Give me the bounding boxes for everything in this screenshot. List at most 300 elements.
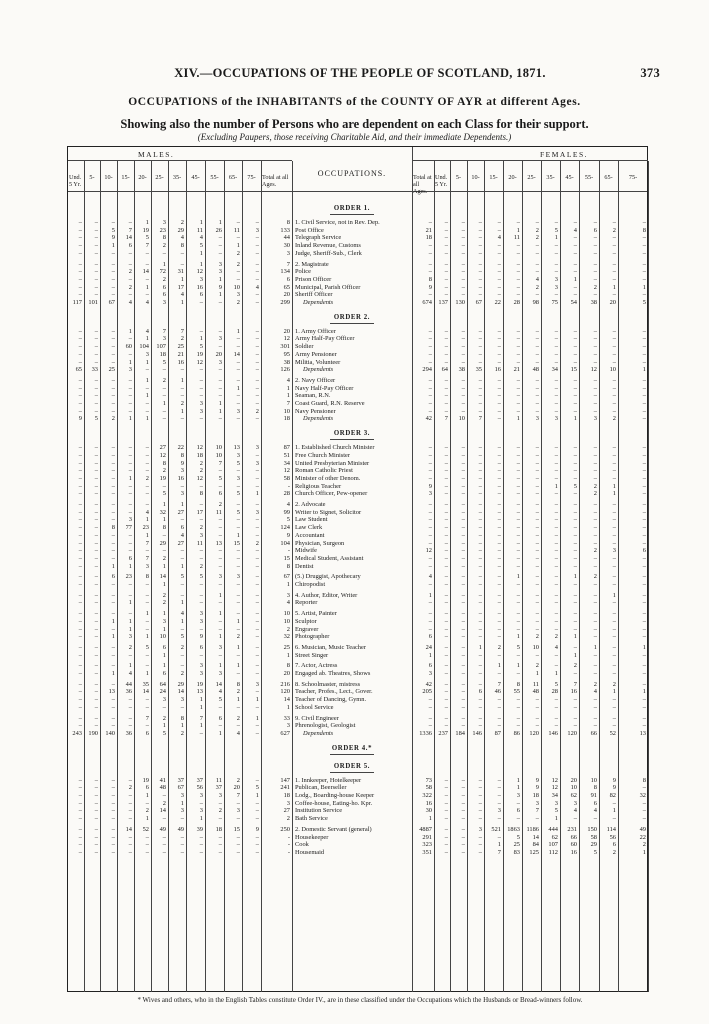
female-cell: – xyxy=(573,376,577,384)
male-cell: – xyxy=(236,547,240,555)
female-cell: – xyxy=(554,407,558,415)
male-cell: – xyxy=(236,275,240,283)
female-cell: – xyxy=(573,722,577,730)
female-cell: – xyxy=(642,815,646,823)
female-cell: – xyxy=(497,444,501,452)
female-cell: – xyxy=(516,474,520,482)
table-row xyxy=(68,815,647,823)
male-cell: – xyxy=(162,366,166,374)
female-cell: – xyxy=(642,539,646,547)
male-cell: 2 xyxy=(111,415,115,423)
male-cell: – xyxy=(128,482,132,490)
male-cell: 9 xyxy=(111,234,115,242)
female-cell: – xyxy=(444,407,448,415)
female-cell: 9 xyxy=(612,776,616,784)
table-row xyxy=(68,366,647,374)
male-cell: 3 xyxy=(180,792,184,799)
male-cell: 1 xyxy=(145,335,149,343)
female-cell: – xyxy=(428,714,432,722)
male-cell: – xyxy=(218,722,222,730)
male-cell: 29 xyxy=(177,680,184,688)
male-cell: – xyxy=(218,482,222,490)
male-cell: – xyxy=(111,848,115,856)
female-cell: – xyxy=(535,350,539,358)
male-cell: – xyxy=(128,291,132,299)
male-cell: – xyxy=(111,275,115,283)
male-cell: – xyxy=(94,714,98,722)
table-row xyxy=(68,415,647,423)
male-cell: 51 xyxy=(283,451,290,459)
female-cell: – xyxy=(642,562,646,570)
female-cell: 1 xyxy=(554,482,558,490)
female-cell: – xyxy=(573,610,577,618)
female-cell: – xyxy=(573,392,577,400)
male-cell: – xyxy=(255,415,259,423)
female-cell: – xyxy=(497,501,501,508)
male-cell: 8 xyxy=(180,451,184,459)
male-cell: – xyxy=(255,799,259,807)
male-cell: 64 xyxy=(159,680,166,688)
male-cell: – xyxy=(128,841,132,849)
female-cell: – xyxy=(444,260,448,268)
male-cell: – xyxy=(199,729,203,737)
male-cell: – xyxy=(111,714,115,722)
female-cell: – xyxy=(593,531,597,539)
female-cell: – xyxy=(478,226,482,234)
female-cell: – xyxy=(461,547,465,555)
male-cell: – xyxy=(236,562,240,570)
male-cell: 28 xyxy=(283,490,290,498)
female-cell: 5 xyxy=(593,848,597,856)
male-cell: – xyxy=(94,633,98,641)
female-cell: 1 xyxy=(554,234,558,242)
female-cell: – xyxy=(573,547,577,555)
male-cell: – xyxy=(128,833,132,841)
female-cell: – xyxy=(516,581,520,588)
male-cell: – xyxy=(111,268,115,276)
female-cell: – xyxy=(573,670,577,677)
male-cell: – xyxy=(236,625,240,633)
female-cell: 125 xyxy=(529,848,539,856)
female-cell: 7 xyxy=(444,415,448,423)
female-cell: – xyxy=(444,291,448,299)
male-cell: 4 xyxy=(286,599,290,607)
female-cell: 5 xyxy=(642,299,646,306)
female-cell: – xyxy=(444,670,448,677)
male-cell: 9 xyxy=(180,459,184,467)
female-cell: – xyxy=(461,242,465,250)
female-cell: – xyxy=(612,696,616,704)
female-cell: – xyxy=(444,508,448,516)
female-cell: 1 xyxy=(497,662,501,670)
female-cell: – xyxy=(642,275,646,283)
male-cell: 7 xyxy=(145,539,149,547)
female-cell: – xyxy=(573,490,577,498)
occupation-label: Cook xyxy=(295,841,309,849)
male-cell: 10 xyxy=(215,451,222,459)
male-cell: – xyxy=(78,400,82,407)
female-cell: – xyxy=(478,459,482,467)
table-row xyxy=(68,563,647,571)
male-cell: – xyxy=(218,841,222,849)
female-cell: – xyxy=(535,501,539,508)
male-cell: – xyxy=(199,833,203,841)
female-cell: 444 xyxy=(548,825,558,833)
female-cell: 7 xyxy=(535,807,539,815)
female-cell: – xyxy=(428,358,432,366)
female-cell: – xyxy=(535,459,539,467)
male-values xyxy=(68,704,292,712)
female-cell: – xyxy=(535,335,539,343)
male-cell: 8 xyxy=(180,242,184,250)
female-cell: – xyxy=(478,776,482,784)
male-cell: 1 xyxy=(145,610,149,618)
female-cell: – xyxy=(593,696,597,704)
female-cell: – xyxy=(554,651,558,659)
female-cell: 2 xyxy=(535,226,539,234)
occupation-label: Law Student xyxy=(295,516,328,524)
female-cell: – xyxy=(478,662,482,670)
male-cell: – xyxy=(111,799,115,807)
female-cell: – xyxy=(478,680,482,688)
occupation-label: Militia, Volunteer xyxy=(295,358,341,366)
occupation-label: Dependents xyxy=(303,729,334,737)
female-cell: – xyxy=(478,376,482,384)
female-cell: – xyxy=(497,776,501,784)
male-cell: – xyxy=(255,547,259,555)
male-cell: 13 xyxy=(215,539,222,547)
female-cell: 1 xyxy=(428,815,432,823)
female-cell: – xyxy=(461,407,465,415)
male-cell: 6 xyxy=(111,573,115,581)
occupation-label: Police xyxy=(295,268,311,276)
female-cell: – xyxy=(478,539,482,547)
male-cell: 3 xyxy=(162,299,166,306)
female-cell: – xyxy=(428,350,432,358)
male-cell: – xyxy=(218,625,222,633)
male-cell: – xyxy=(145,841,149,849)
male-cell: – xyxy=(255,625,259,633)
occupation-label: Seaman, R.N. xyxy=(295,392,331,400)
male-cell: 3 xyxy=(128,633,132,641)
male-cell: 1 xyxy=(218,291,222,299)
female-cell: 16 xyxy=(570,848,577,856)
male-cell: – xyxy=(218,242,222,250)
male-cell: 1 xyxy=(199,260,203,268)
female-cell: – xyxy=(612,234,616,242)
female-cell: – xyxy=(573,444,577,452)
female-cell: – xyxy=(642,610,646,618)
occupation-label: Housemaid xyxy=(295,848,325,856)
male-cell: – xyxy=(78,722,82,730)
female-cell: 16 xyxy=(494,366,501,374)
female-cell: 237 xyxy=(438,729,448,737)
male-cell: – xyxy=(255,670,259,677)
female-cell: – xyxy=(573,283,577,291)
male-cell: 6 xyxy=(162,283,166,291)
female-cell: – xyxy=(573,268,577,276)
female-cell: – xyxy=(573,350,577,358)
female-cell: – xyxy=(497,400,501,407)
male-cell: 3 xyxy=(145,350,149,358)
male-cell: – xyxy=(255,643,259,651)
female-cell: 2 xyxy=(593,482,597,490)
male-cell: – xyxy=(255,260,259,268)
female-cell: – xyxy=(444,807,448,815)
female-cell: – xyxy=(444,680,448,688)
female-cell: – xyxy=(593,633,597,641)
female-cell: 87 xyxy=(494,729,501,737)
male-cell: – xyxy=(111,643,115,651)
female-cell: – xyxy=(461,444,465,452)
female-cell: – xyxy=(461,260,465,268)
female-cell: – xyxy=(444,722,448,730)
male-cell: 6 xyxy=(286,275,290,283)
female-cell: – xyxy=(428,260,432,268)
male-cell: 15 xyxy=(283,554,290,562)
male-cell: 6 xyxy=(162,670,166,677)
male-cell: – xyxy=(94,547,98,555)
female-cell: – xyxy=(612,562,616,570)
female-cell: – xyxy=(497,407,501,415)
female-cell: 1 xyxy=(516,226,520,234)
female-cell: – xyxy=(593,554,597,562)
male-cell: 5 xyxy=(236,490,240,498)
female-cell: – xyxy=(593,610,597,618)
male-cell: – xyxy=(111,547,115,555)
female-cell: 2 xyxy=(593,573,597,581)
female-cell: – xyxy=(444,275,448,283)
female-cell: – xyxy=(554,714,558,722)
female-cell: – xyxy=(642,407,646,415)
female-cell: – xyxy=(593,343,597,351)
male-cell: – xyxy=(94,444,98,452)
female-cell: 10 xyxy=(590,776,597,784)
female-cell: 7 xyxy=(478,415,482,423)
male-cell: 5 xyxy=(162,490,166,498)
male-cell: 1 xyxy=(236,384,240,392)
female-cell: – xyxy=(461,591,465,599)
female-cell: – xyxy=(535,625,539,633)
male-cell: – xyxy=(94,219,98,226)
female-cell: 16 xyxy=(425,799,432,807)
male-cell: – xyxy=(145,696,149,704)
male-cell: – xyxy=(199,327,203,335)
male-cell: 6 xyxy=(199,643,203,651)
male-values xyxy=(68,849,292,857)
female-cell: 1 xyxy=(642,283,646,291)
female-cell: 62 xyxy=(570,792,577,799)
occupations-heading: OCCUPATIONS. xyxy=(317,169,387,178)
male-cell: 4 xyxy=(145,299,149,306)
male-cell: – xyxy=(255,703,259,711)
male-cell: – xyxy=(218,467,222,475)
female-cell: – xyxy=(612,581,616,588)
occupation-label: Post Office xyxy=(295,226,324,234)
male-cell: – xyxy=(145,547,149,555)
male-column-header: Und. 5 Yr. xyxy=(69,174,82,188)
female-cell: – xyxy=(516,467,520,475)
female-cell: – xyxy=(612,219,616,226)
occupation-label: Phrenologist, Geologist xyxy=(295,722,356,730)
male-cell: 8 xyxy=(162,459,166,467)
male-cell: 1 xyxy=(145,283,149,291)
male-cell: 3 xyxy=(180,696,184,704)
male-cell: – xyxy=(236,358,240,366)
male-cell: – xyxy=(111,722,115,730)
female-cell: – xyxy=(478,327,482,335)
female-cell: – xyxy=(612,662,616,670)
male-cell: 16 xyxy=(196,283,203,291)
male-cell: 2 xyxy=(180,643,184,651)
male-cell: – xyxy=(218,799,222,807)
female-cell: – xyxy=(461,722,465,730)
female-cell: 351 xyxy=(422,848,432,856)
female-cell: – xyxy=(535,531,539,539)
male-cell: – xyxy=(78,444,82,452)
female-cell: 5 xyxy=(516,643,520,651)
female-cell: – xyxy=(497,591,501,599)
female-cell: – xyxy=(535,573,539,581)
male-cell: – xyxy=(94,825,98,833)
female-cell: 18 xyxy=(425,234,432,242)
female-cell: 56 xyxy=(609,833,616,841)
male-cell: 3 xyxy=(199,407,203,415)
male-cell: – xyxy=(180,249,184,257)
female-cell: – xyxy=(478,703,482,711)
female-cell: 3 xyxy=(428,670,432,677)
female-cell: – xyxy=(535,554,539,562)
male-cell: – xyxy=(94,784,98,792)
male-cell: 1 xyxy=(218,610,222,618)
male-column-header: 10- xyxy=(104,174,113,181)
female-cell: – xyxy=(612,643,616,651)
female-cell: 10 xyxy=(609,366,616,374)
female-cell: – xyxy=(593,524,597,532)
female-cell: – xyxy=(516,516,520,524)
female-cell: – xyxy=(478,516,482,524)
female-cell: – xyxy=(642,467,646,475)
female-cell: – xyxy=(444,841,448,849)
male-cell: – xyxy=(180,482,184,490)
male-cell: 3 xyxy=(199,662,203,670)
male-cell: – xyxy=(218,703,222,711)
female-cell: – xyxy=(612,268,616,276)
table-row xyxy=(68,299,647,307)
order-heading: ORDER 2. xyxy=(292,314,412,324)
female-cell: 21 xyxy=(513,366,520,374)
female-cell: 2 xyxy=(497,643,501,651)
female-cell: – xyxy=(444,501,448,508)
female-cell: 6 xyxy=(642,547,646,555)
male-cell: 147 xyxy=(280,776,290,784)
female-cell: – xyxy=(535,242,539,250)
female-cell: 49 xyxy=(639,825,646,833)
male-cell: – xyxy=(128,335,132,343)
female-cell: 7 xyxy=(573,680,577,688)
female-cell: – xyxy=(642,268,646,276)
male-cell: – xyxy=(236,400,240,407)
male-cell: 1 xyxy=(236,662,240,670)
occupation-label: 6. Musician, Music Teacher xyxy=(295,643,366,651)
female-cell: 4 xyxy=(573,807,577,815)
male-cell: 1 xyxy=(180,799,184,807)
female-cell: – xyxy=(497,219,501,226)
female-cell: – xyxy=(642,482,646,490)
male-cell: – xyxy=(145,407,149,415)
female-cell: – xyxy=(535,467,539,475)
female-cell: – xyxy=(516,508,520,516)
female-cell: – xyxy=(573,617,577,625)
male-cell: 72 xyxy=(159,268,166,276)
male-cell: – xyxy=(94,291,98,299)
male-cell: – xyxy=(94,643,98,651)
male-cell: – xyxy=(255,249,259,257)
male-cell: – xyxy=(111,249,115,257)
male-cell: – xyxy=(78,350,82,358)
male-cell: 124 xyxy=(280,524,290,532)
male-cell: - xyxy=(287,482,290,490)
female-cell: – xyxy=(497,562,501,570)
female-cell: – xyxy=(573,327,577,335)
male-cell: 12 xyxy=(196,444,203,452)
male-cell: 8 xyxy=(162,524,166,532)
male-cell: – xyxy=(94,508,98,516)
female-cell: 2 xyxy=(573,662,577,670)
male-cell: 3 xyxy=(255,508,259,516)
male-cell: – xyxy=(218,327,222,335)
male-cell: 3 xyxy=(199,670,203,677)
occupation-label: Army Half-Pay Officer xyxy=(295,335,355,343)
male-cell: 26 xyxy=(215,226,222,234)
female-cell: – xyxy=(535,815,539,823)
female-cell: – xyxy=(535,400,539,407)
male-cell: – xyxy=(255,729,259,737)
male-cell: 1 xyxy=(180,562,184,570)
female-cell: 130 xyxy=(455,299,465,306)
male-cell: – xyxy=(78,610,82,618)
female-cell: – xyxy=(478,547,482,555)
male-cell: 2 xyxy=(145,474,149,482)
female-cell: – xyxy=(516,610,520,618)
male-cell: 1 xyxy=(199,335,203,343)
female-cell: – xyxy=(535,714,539,722)
male-cell: – xyxy=(180,415,184,423)
male-cell: 12 xyxy=(283,467,290,475)
male-cell: – xyxy=(94,283,98,291)
male-cell: – xyxy=(180,703,184,711)
male-cell: 1 xyxy=(199,219,203,226)
male-cell: – xyxy=(180,384,184,392)
male-cell: 36 xyxy=(125,729,132,737)
male-cell: – xyxy=(199,299,203,306)
male-cell: – xyxy=(162,482,166,490)
page-title: OCCUPATIONS of the INHABITANTS of the COUNTY OF AYR at different Ages. xyxy=(128,96,581,108)
male-cell: – xyxy=(78,524,82,532)
female-cell: – xyxy=(612,815,616,823)
male-cell: – xyxy=(78,792,82,799)
male-cell: 58 xyxy=(283,474,290,482)
female-cell: 82 xyxy=(609,792,616,799)
female-cell: – xyxy=(516,350,520,358)
male-cell: 3 xyxy=(255,459,259,467)
male-cell: 11 xyxy=(215,508,222,516)
female-cell: – xyxy=(573,467,577,475)
female-cell: – xyxy=(516,722,520,730)
occupation-label: Minister of other Denom. xyxy=(295,474,361,482)
male-cell: 14 xyxy=(177,688,184,696)
male-cell: 1 xyxy=(218,633,222,641)
